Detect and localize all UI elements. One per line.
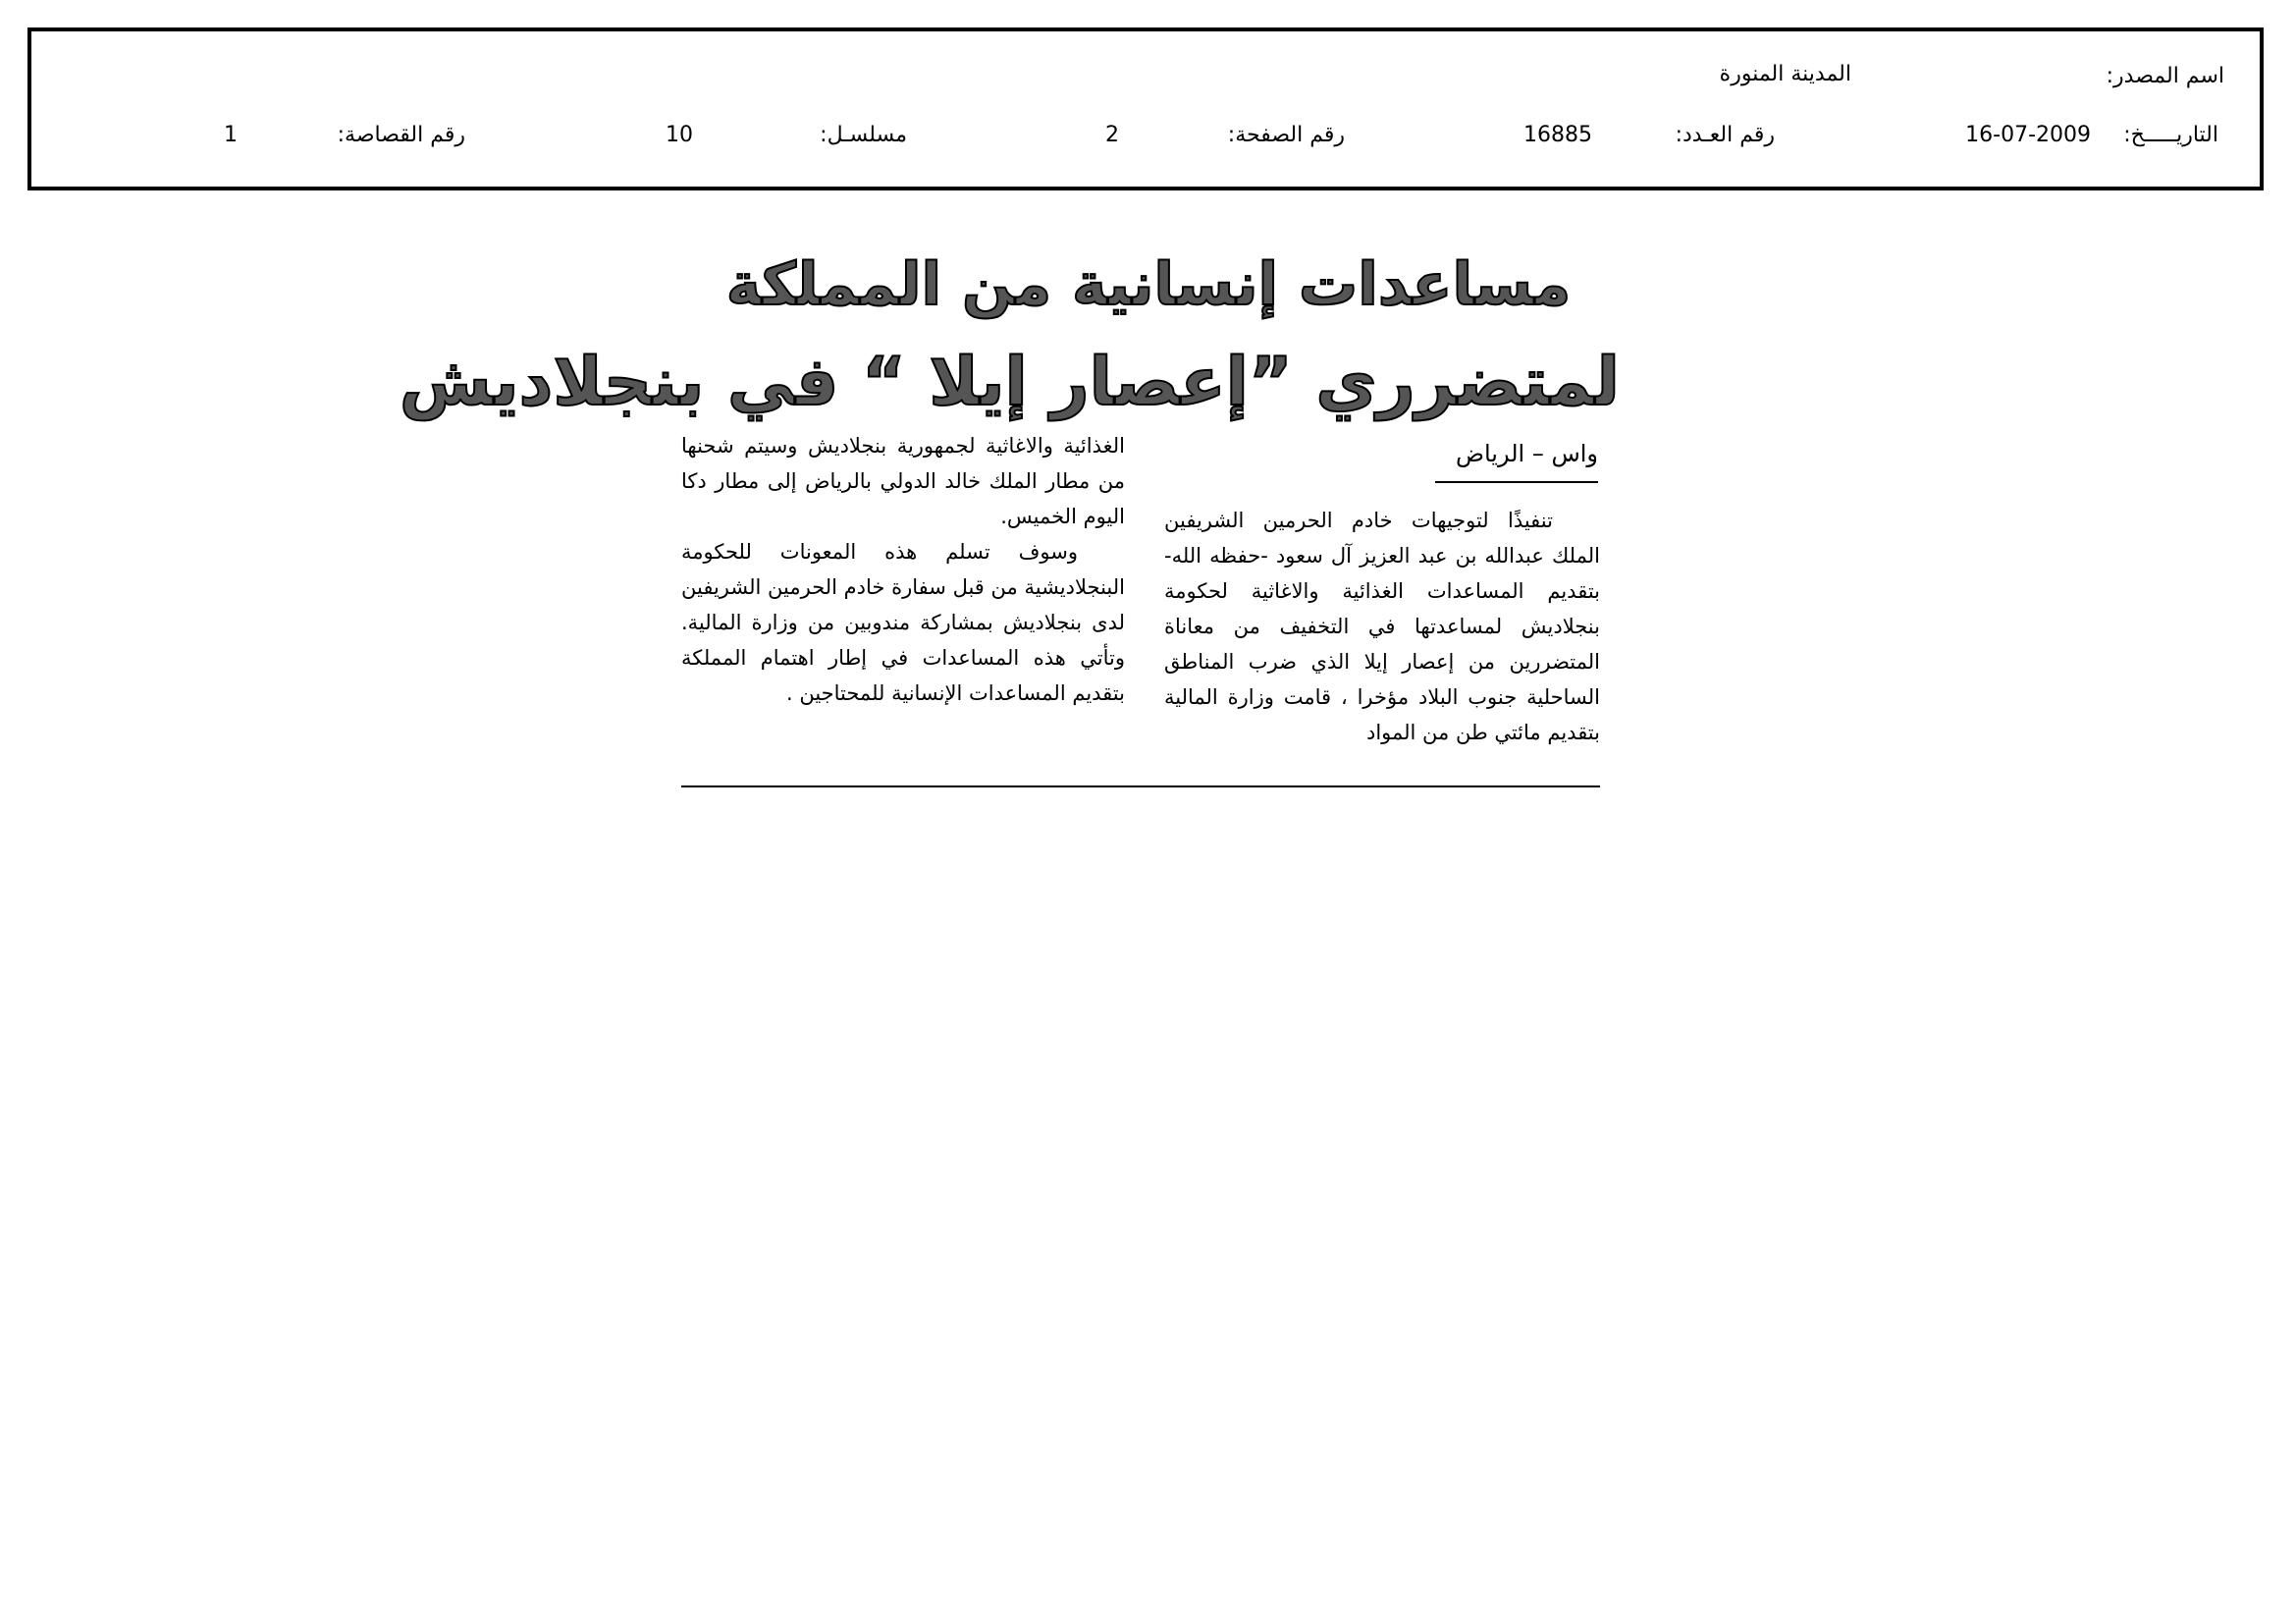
source-value: المدينة المنورة [1719,62,1851,86]
issue-value: 16885 [1523,123,1592,147]
date-label: التاريـــــخ: [2123,123,2218,147]
byline-divider [1435,481,1598,483]
article-paragraph-2: الغذائية والاغاثية لجمهورية بنجلاديش وسيتم شحنها من مطار الملك خالد الدولي بالرياض إلى مطار دكا اليوم الخميس. [681,434,1125,528]
headline-line-2: لمتضرري ”إعصار إيلا “ في بنجلاديش [399,344,1620,421]
date-value: 16-07-2009 [1965,123,2091,147]
clip-label: رقم القصاصة: [337,123,465,147]
article-paragraph-1: تنفيذًا لتوجيهات خادم الحرمين الشريفين الملك عبدالله بن عبد العزيز آل سعود -حفظه الله- بتقديم المساعدات الغذائية والاغاثية لحكومة بنجلاديش لمساعدتها في التخفيف من معاناة المتضررين من إعصار إيلا الذي ضرب المناطق الساحلية جنوب البلاد مؤخرا ، قامت وزارة المالية بتقديم مائتي طن من المواد [1164,509,1600,744]
article-paragraph-3: وسوف تسلم هذه المعونات للحكومة البنجلاديشية من قبل سفارة خادم الحرمين الشريفين لدى بنجلاديش بمشاركة مندوبين من وزارة المالية. وتأتي هذه المساعدات في إطار اهتمام المملكة بتقديم المساعدات الإنسانية للمحتاجين . [681,540,1125,705]
source-label: اسم المصدر: [2106,64,2224,88]
byline: واس – الرياض [1455,440,1598,467]
headline-line-1: مساعدات إنسانية من المملكة [725,250,1572,319]
clipping-header [27,27,2264,190]
article-column-right [1164,503,1600,750]
page-label: رقم الصفحة: [1227,123,1345,147]
issue-label: رقم العـدد: [1675,123,1775,147]
article-column-left [681,428,1125,711]
serial-label: مسلسـل: [820,123,907,147]
article-bottom-divider [681,785,1600,787]
page-value: 2 [1105,123,1119,147]
serial-value: 10 [666,123,693,147]
clip-value: 1 [224,123,238,147]
